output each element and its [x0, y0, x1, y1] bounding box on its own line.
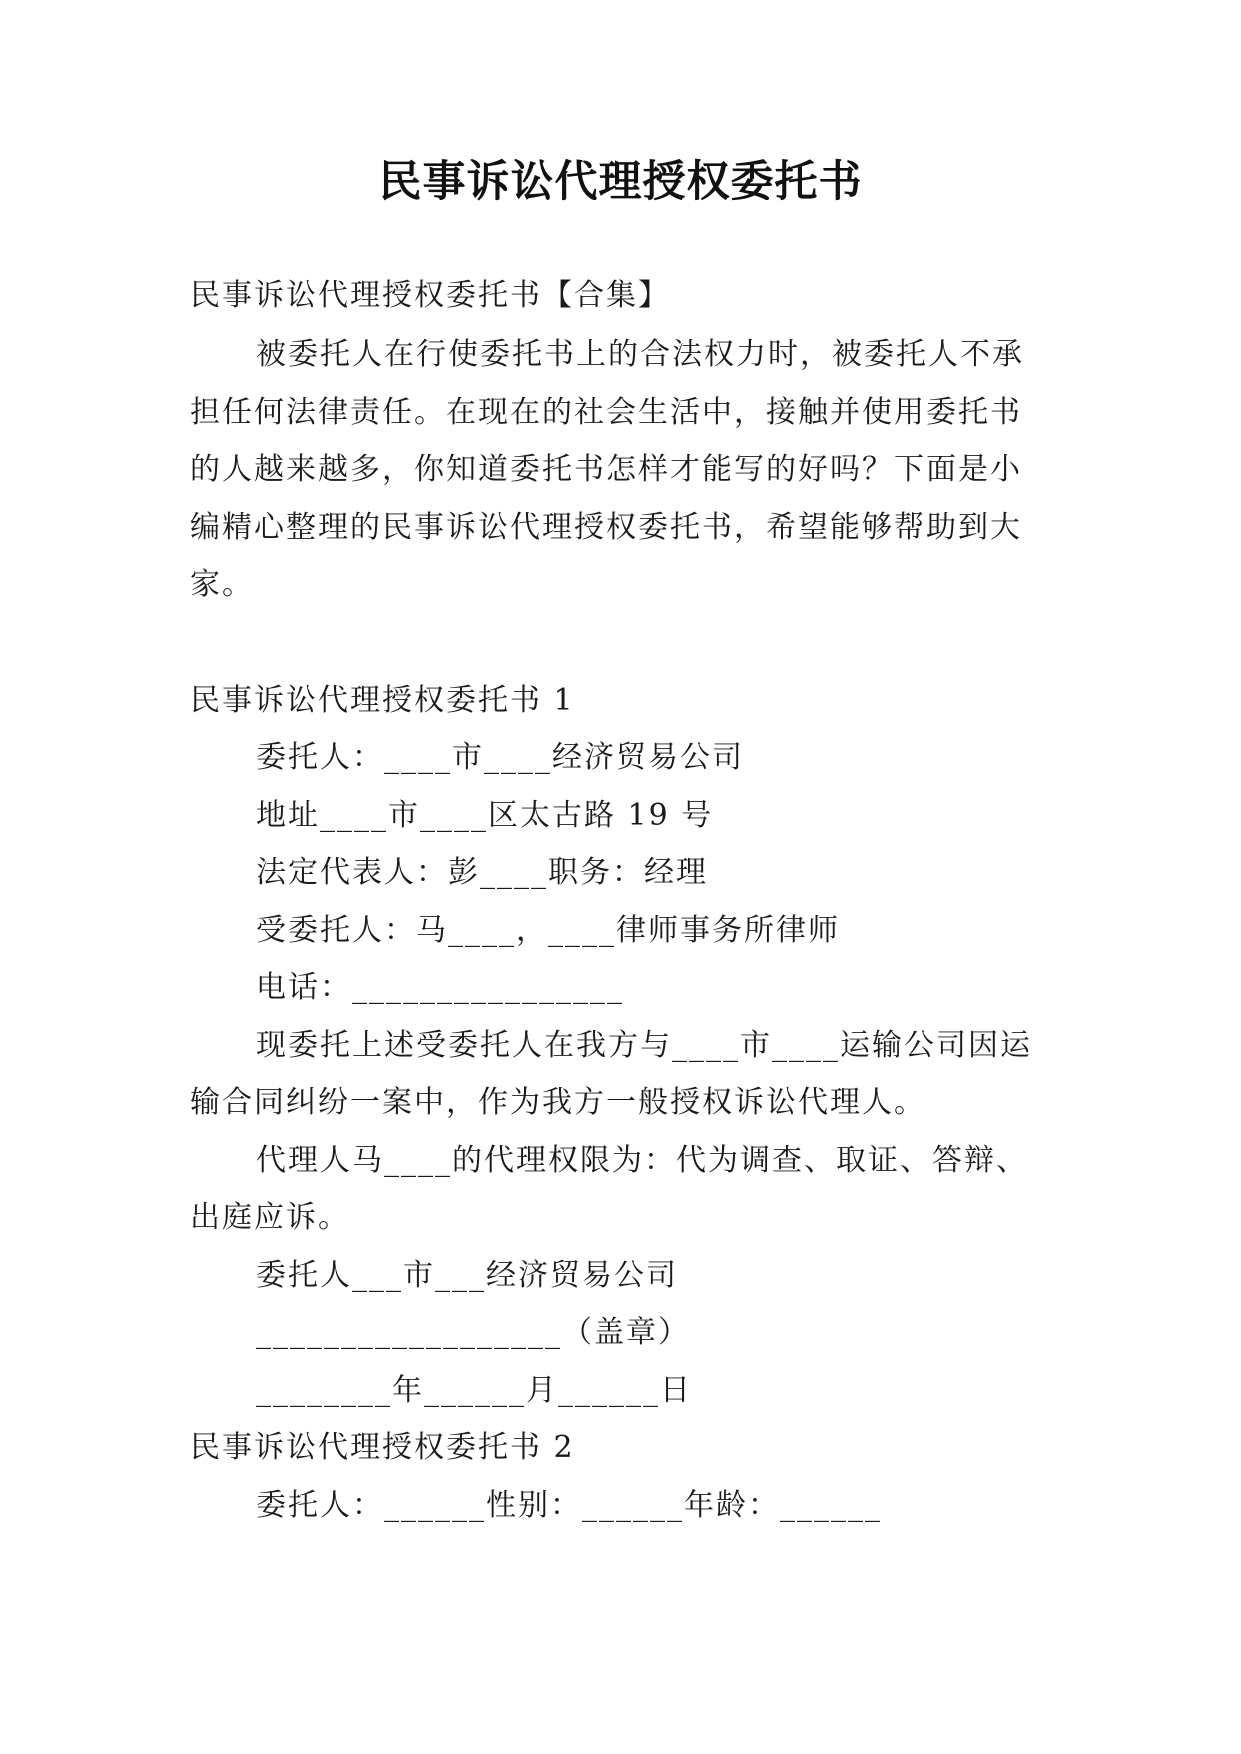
entrustment-paragraph-line: 现委托上述受委托人在我方与____市____运输公司因运 [256, 1028, 1032, 1063]
authority-paragraph-line: 代理人马____的代理权限为：代为调查、取证、答辩、 [256, 1143, 1028, 1178]
seal-line: __________________（盖章） [256, 1315, 690, 1350]
agent-line: 受委托人：马____，____律师事务所律师 [256, 913, 840, 948]
section-heading-1: 民事诉讼代理授权委托书 1 [190, 683, 575, 718]
principal-line: 委托人：____市____经济贸易公司 [256, 740, 744, 775]
intro-paragraph-line: 的人越来越多，你知道委托书怎样才能写的好吗？下面是小 [190, 452, 1022, 487]
intro-paragraph-line: 编精心整理的民事诉讼代理授权委托书，希望能够帮助到大 [190, 510, 1022, 545]
document-title: 民事诉讼代理授权委托书 [378, 157, 863, 207]
signature-principal-line: 委托人___市___经济贸易公司 [256, 1258, 678, 1293]
date-line: ________年______月______日 [256, 1373, 692, 1408]
address-line: 地址____市____区太古路 19 号 [256, 798, 714, 833]
entrustment-paragraph-line: 输合同纠纷一案中，作为我方一般授权诉讼代理人。 [190, 1085, 926, 1120]
section-heading-2: 民事诉讼代理授权委托书 2 [190, 1430, 575, 1465]
authority-paragraph-line: 出庭应诉。 [190, 1200, 350, 1235]
legal-representative-line: 法定代表人：彭____职务：经理 [256, 855, 708, 890]
subtitle-line: 民事诉讼代理授权委托书【合集】 [190, 278, 670, 313]
intro-paragraph-line: 担任何法律责任。在现在的社会生活中，接触并使用委托书 [190, 395, 1022, 430]
intro-paragraph-line: 被委托人在行使委托书上的合法权力时，被委托人不承 [256, 337, 1024, 372]
phone-line: 电话：________________ [256, 970, 624, 1005]
principal-info-line: 委托人：______性别：______年龄：______ [256, 1488, 882, 1523]
intro-paragraph-line: 家。 [190, 567, 254, 602]
